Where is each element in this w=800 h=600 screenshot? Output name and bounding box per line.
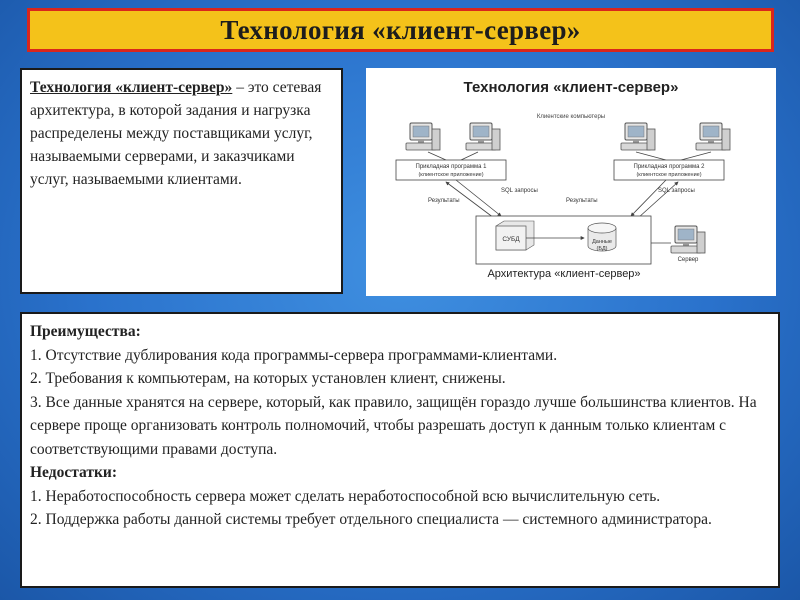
client-app-2-label: Прикладная программа 2	[633, 164, 705, 170]
advantages-heading: Преимущества:	[30, 323, 141, 340]
results-label: Результаты	[428, 198, 460, 204]
definition-text: это сетевая архитектура, в которой задания и нагрузка распределены между поставщиками услуг, называемыми серверами, и заказчиками услуг, называемыми клиентами.	[30, 79, 322, 188]
advantage-item: 3. Все данные хранятся на сервере, который, как правило, защищён гораздо лучше большинства клиентов. На сервере проще организовать контроль полномочий, чтобы разрешать доступ к данным только клиентам с соответствующими правами доступа.	[30, 393, 757, 458]
definition-dash: –	[232, 79, 244, 96]
sql-requests-label: SQL запросы	[501, 188, 538, 194]
client-computer-icon	[696, 123, 730, 150]
server-computer-icon	[671, 226, 705, 253]
client-app-1-label: Прикладная программа 1	[415, 164, 487, 170]
diagram-title: Технология «клиент-сервер»	[463, 79, 679, 96]
clients-label: Клиентские компьютеры	[536, 114, 606, 120]
definition-term: Технология «клиент-сервер»	[30, 79, 233, 96]
results-label: Результаты	[566, 198, 598, 204]
advantage-item: 1. Отсутствие дублирования кода программы-сервера программами-клиентами.	[30, 346, 558, 364]
client-app-2-sublabel: (клиентское приложение)	[636, 172, 702, 178]
disadvantages-heading: Недостатки:	[30, 464, 117, 481]
client-computer-icon	[466, 123, 500, 150]
sql-requests-label: SQL запросы	[658, 188, 695, 194]
advantages-box	[20, 312, 780, 588]
client-computer-icon	[621, 123, 655, 150]
disadvantage-item: 2. Поддержка работы данной системы требует отдельного специалиста — системного администратора.	[30, 511, 712, 528]
client-app-1-sublabel: (клиентское приложение)	[418, 172, 484, 178]
advantage-item: 2. Требования к компьютерам, на которых установлен клиент, снижены.	[30, 370, 506, 387]
database-sublabel: (БД)	[596, 246, 608, 252]
slide-title: Технология «клиент-сервер»	[27, 8, 774, 52]
server-label: Сервер	[677, 257, 699, 263]
database-label: Данные	[592, 239, 612, 245]
architecture-diagram	[366, 68, 776, 296]
diagram-caption: Архитектура «клиент-сервер»	[487, 268, 641, 280]
disadvantage-item: 1. Неработоспособность сервера может сделать неработоспособной всю вычислительную сеть.	[30, 487, 661, 505]
client-computer-icon	[406, 123, 440, 150]
dbms-label: СУБД	[502, 236, 520, 243]
definition-box	[20, 68, 343, 294]
